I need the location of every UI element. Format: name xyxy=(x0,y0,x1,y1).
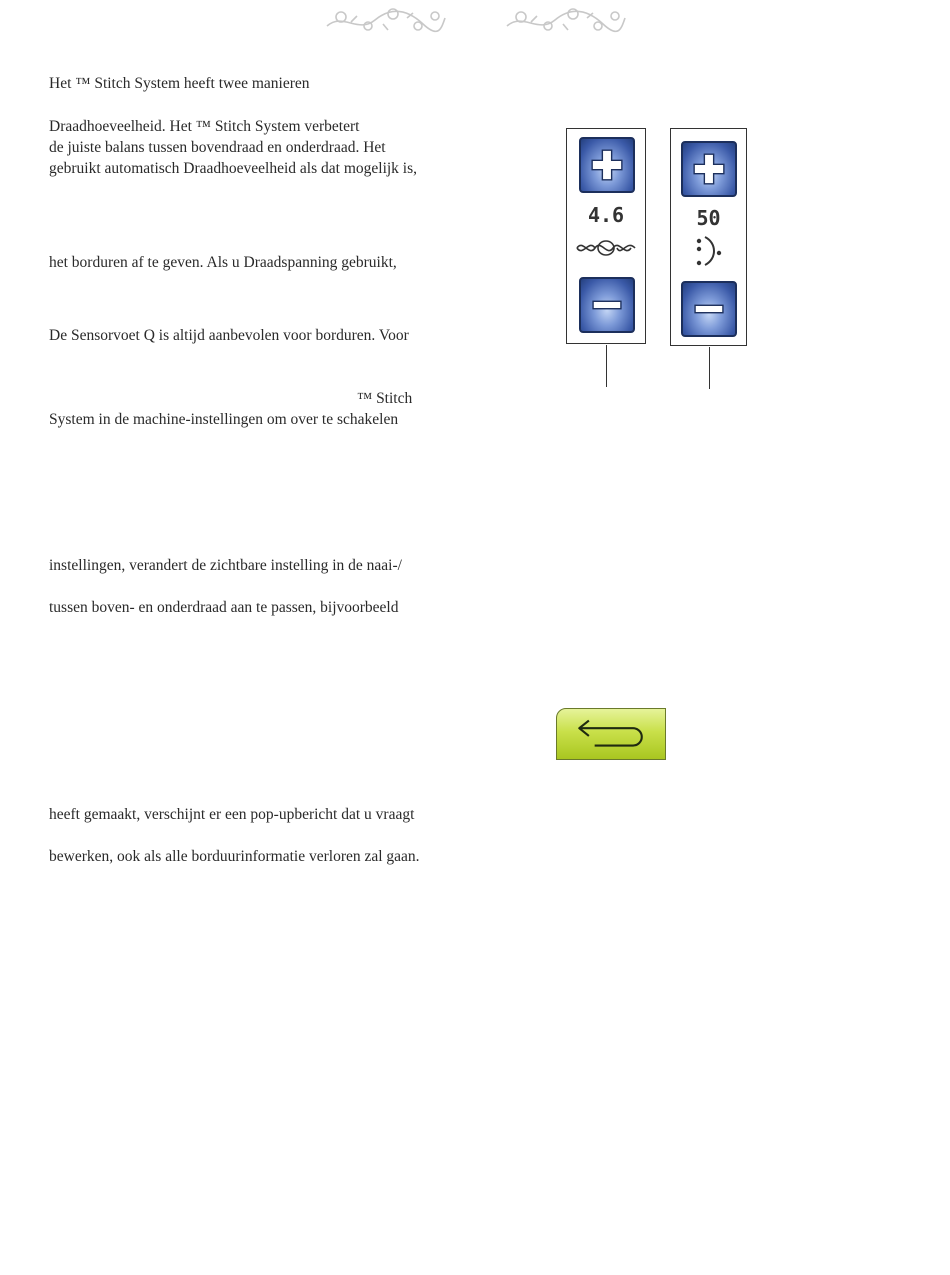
callout-line xyxy=(606,345,607,387)
thread-tension-icon xyxy=(671,233,746,274)
body-text-line: ™ Stitch xyxy=(357,390,413,407)
body-text-line: tussen boven- en onderdraad aan te passen, bijvoorbeeld xyxy=(49,599,399,616)
body-text-line: Draadhoeveelheid. Het ™ Stitch System verbetert xyxy=(49,118,360,135)
body-text-line: gebruikt automatisch Draadhoeveelheid als dat mogelijk is, xyxy=(49,160,418,177)
floral-ornament-icon xyxy=(323,4,448,38)
thread-portion-icon xyxy=(567,233,645,268)
minus-icon xyxy=(683,283,735,335)
body-text-line: System in de machine-instellingen om over te schakelen xyxy=(49,411,399,428)
thread-portion-value: 4.6 xyxy=(587,203,625,227)
increase-button[interactable] xyxy=(579,137,635,193)
body-text-line: bewerken, ook als alle borduurinformatie verloren zal gaan. xyxy=(49,848,420,865)
floral-ornament-icon xyxy=(503,4,628,38)
minus-icon xyxy=(581,279,633,331)
decrease-button[interactable] xyxy=(681,281,737,337)
thread-tension-control xyxy=(670,128,747,346)
callout-line xyxy=(709,347,710,389)
body-text-line: instellingen, verandert de zichtbare instelling in de naai-/ xyxy=(49,557,402,574)
body-text-line: Het ™ Stitch System heeft twee manieren xyxy=(49,75,310,92)
plus-icon xyxy=(683,143,735,195)
body-text-line: het borduren af te geven. Als u Draadspanning gebruikt, xyxy=(49,254,397,271)
body-text-line: De Sensorvoet Q is altijd aanbevolen voor borduren. Voor xyxy=(49,327,409,344)
increase-button[interactable] xyxy=(681,141,737,197)
plus-icon xyxy=(581,139,633,191)
decrease-button[interactable] xyxy=(579,277,635,333)
body-text-line: heeft gemaakt, verschijnt er een pop-upbericht dat u vraagt xyxy=(49,806,415,823)
body-text-line: de juiste balans tussen bovendraad en onderdraad. Het xyxy=(49,139,386,156)
thread-tension-value: 50 xyxy=(696,206,721,230)
return-arrow-icon xyxy=(557,709,665,759)
thread-portion-control xyxy=(566,128,646,344)
back-button[interactable] xyxy=(556,708,666,760)
